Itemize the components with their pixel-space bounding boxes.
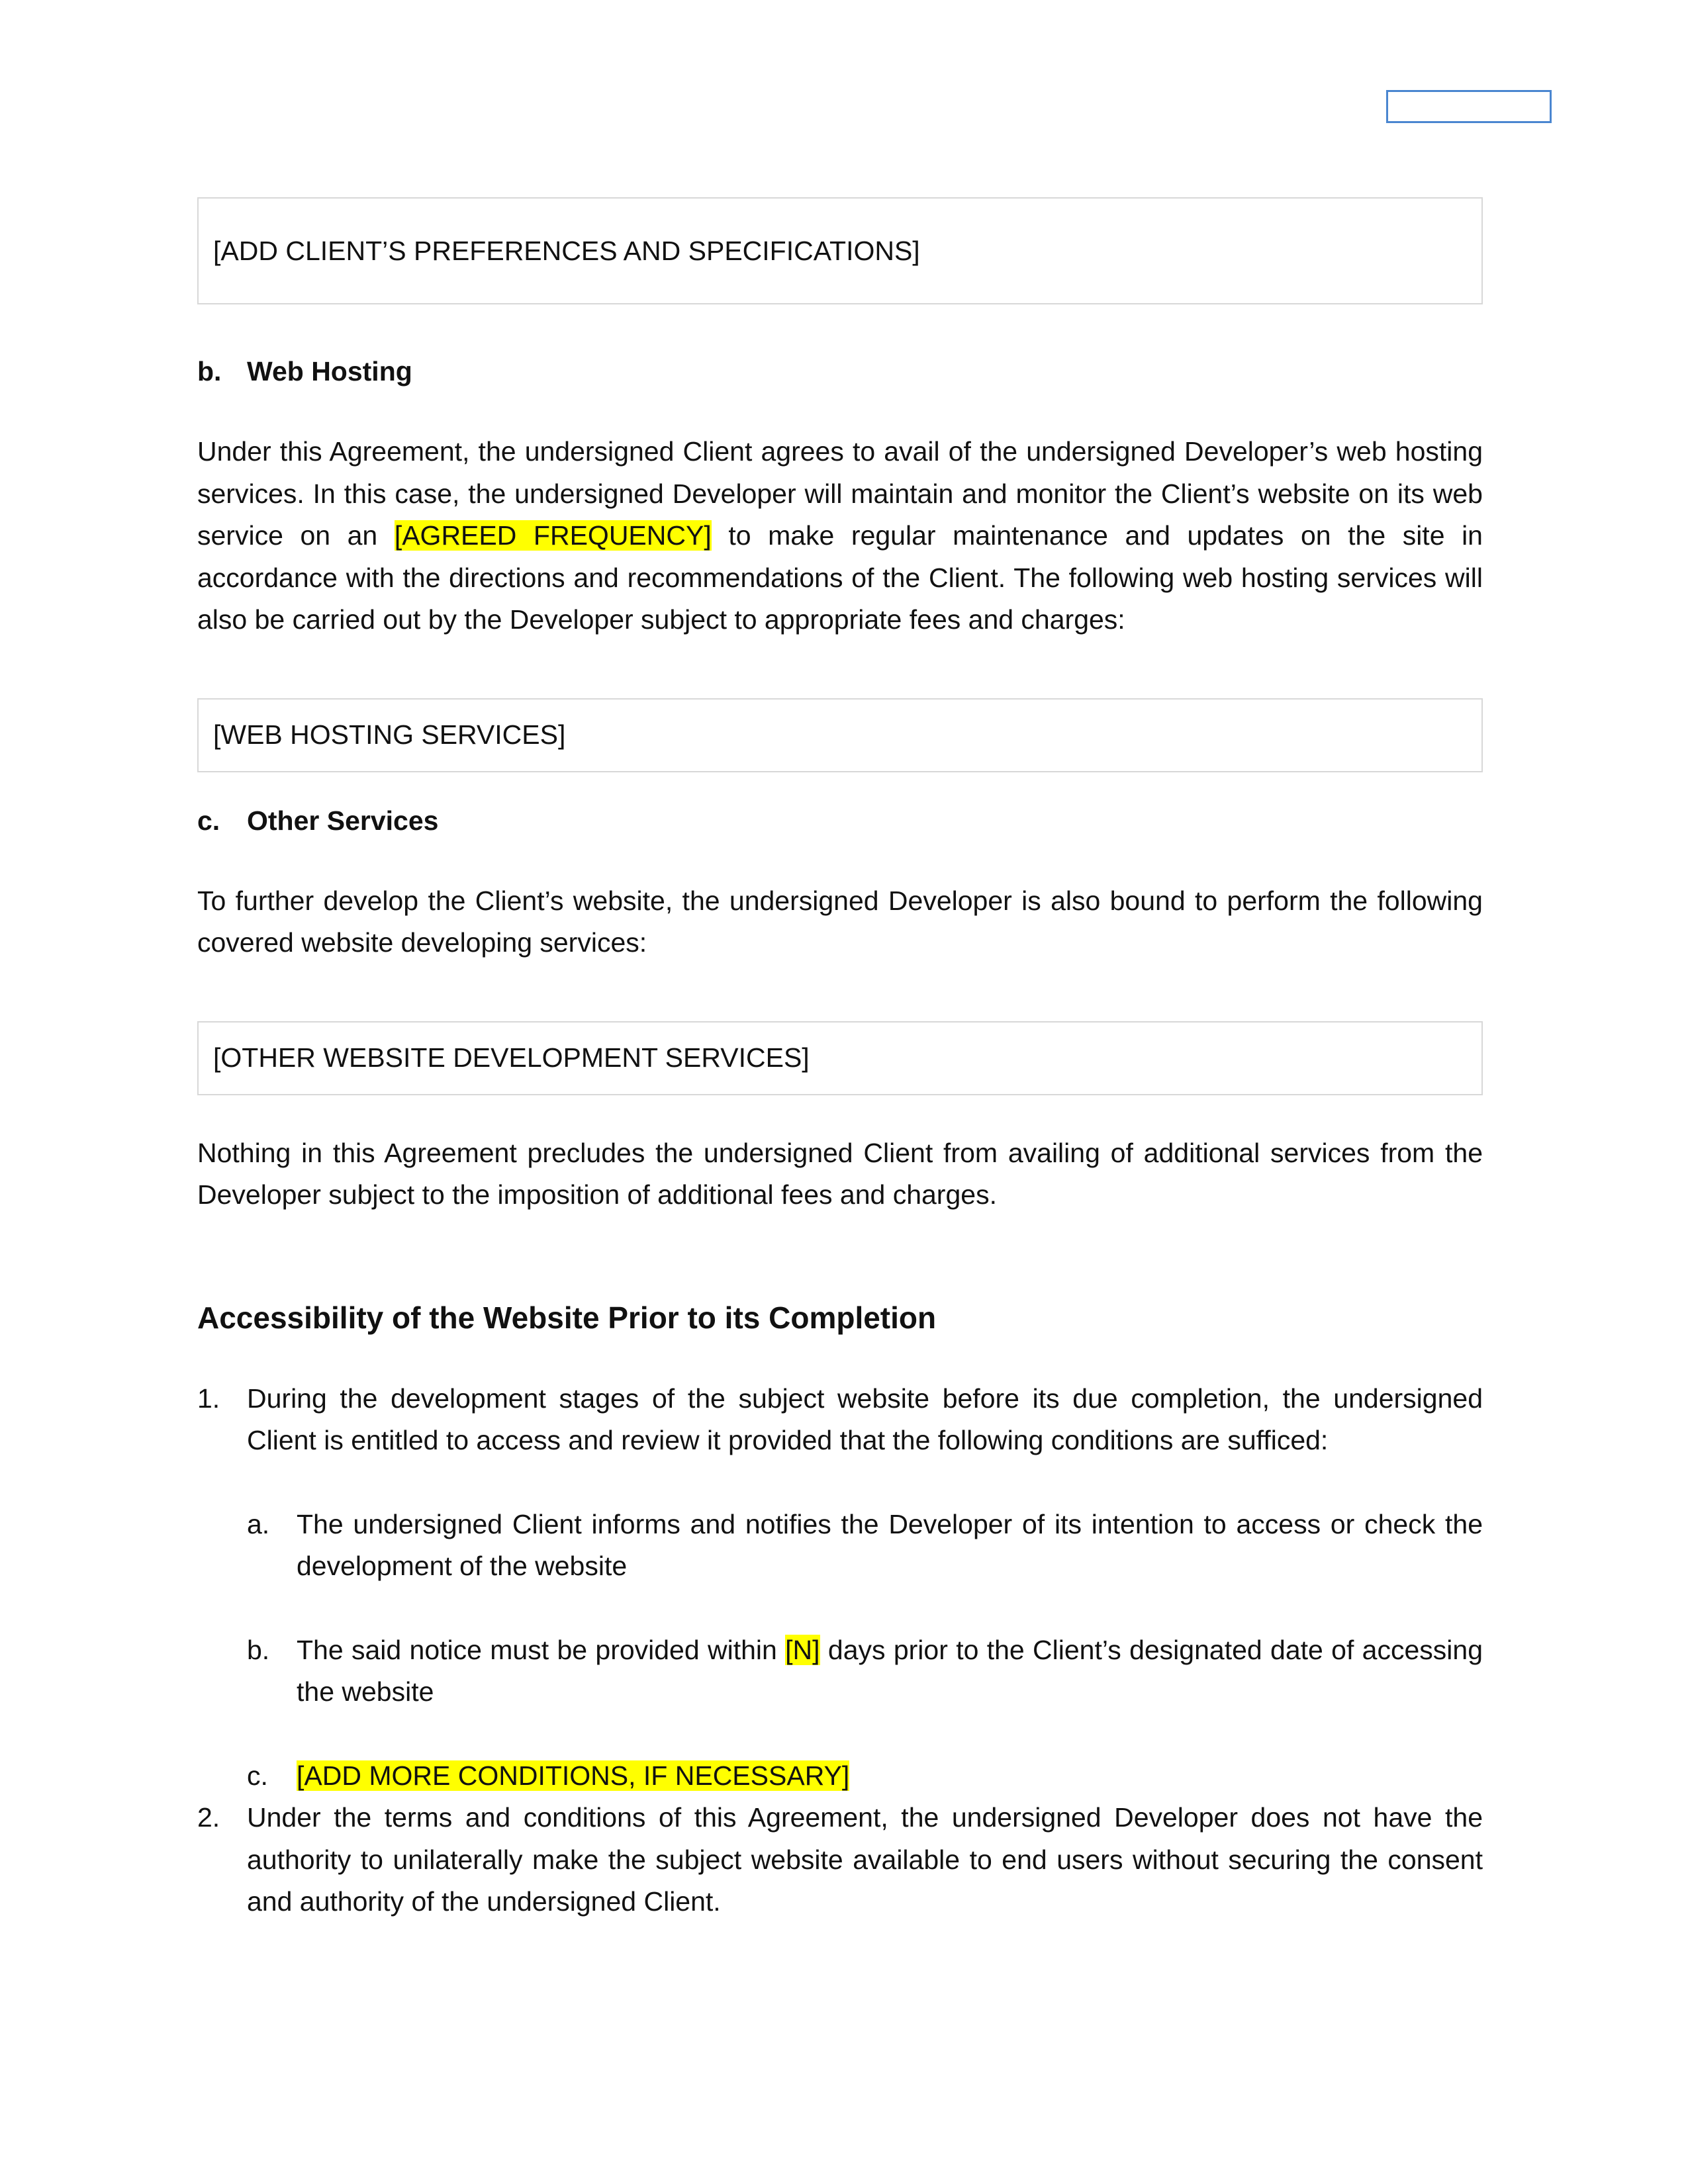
condition-a-text: The undersigned Client informs and notifies the Developer of its intention to access or check the development of the website [297,1508,1483,1581]
item-2-number: 2. [197,1802,220,1833]
more-conditions-placeholder: [ADD MORE CONDITIONS, IF NECESSARY] [297,1760,850,1791]
condition-c-text [297,1755,1483,1797]
condition-b [247,1629,1483,1713]
item-1-number: 1. [197,1383,220,1414]
web-hosting-letter: b. [197,356,222,387]
client-preferences-placeholder: [ADD CLIENT’S PREFERENCES AND SPECIFICATIONS] [213,235,920,266]
other-services-box [197,1021,1483,1095]
condition-a-letter: a. [247,1508,270,1539]
header-field-box[interactable] [1386,90,1552,123]
web-hosting-text-1: Under this Agreement, the undersigned Client agrees to avail of the undersigned Developer’s web hosting services. In this case, the undersigned Developer will maintain and monitor the Client’s website on its web service on an [197,436,1483,551]
accessibility-item-1 [197,1378,1483,1462]
additional-services-paragraph: Nothing in this Agreement precludes the undersigned Client from availing of additional services from the Developer subject to the imposition of additional fees and charges. [197,1137,1483,1210]
web-hosting-services-box [197,698,1483,772]
web-hosting-title: Web Hosting [247,356,412,387]
agreed-frequency-placeholder: [AGREED FREQUENCY] [394,520,712,551]
accessibility-section-title: Accessibility of the Website Prior to its Completion [197,1300,937,1335]
document-content [197,197,1483,1923]
other-services-placeholder: [OTHER WEBSITE DEVELOPMENT SERVICES] [213,1042,810,1073]
condition-b-text-2: days prior to the Client’s designated date of accessing the website [297,1634,1483,1707]
other-services-title: Other Services [247,805,439,836]
notice-days-placeholder: [N] [785,1634,820,1665]
condition-b-text-1: The said notice must be provided within [297,1634,786,1665]
web-hosting-paragraph [197,431,1483,641]
condition-c-letter: c. [247,1760,268,1791]
item-1-text: During the development stages of the subject website before its due completion, the undersigned Client is entitled to access and review it provided that the following conditions are sufficed: [247,1383,1483,1455]
web-hosting-services-placeholder: [WEB HOSTING SERVICES] [213,719,566,750]
web-hosting-text-2: to make regular maintenance and updates on the site in accordance with the directions and recommendations of the Client. The following web hosting services will also be carried out by the Developer subject to appropriate fees and charges: [197,520,1483,635]
condition-c [247,1755,1483,1797]
other-services-paragraph: To further develop the Client’s website, the undersigned Developer is also bound to perform the following covered website developing services: [197,885,1483,958]
condition-b-text [297,1629,1483,1713]
web-hosting-heading [197,351,1483,392]
item-2-text: Under the terms and conditions of this Agreement, the undersigned Developer does not have the authority to unilaterally make the subject website available to end users without securing the consent and authority of the undersigned Client. [247,1802,1483,1917]
other-services-heading [197,800,1483,842]
other-services-letter: c. [197,805,220,836]
condition-b-letter: b. [247,1634,270,1665]
accessibility-item-2 [197,1797,1483,1923]
client-preferences-box [197,197,1483,304]
condition-a [247,1504,1483,1588]
